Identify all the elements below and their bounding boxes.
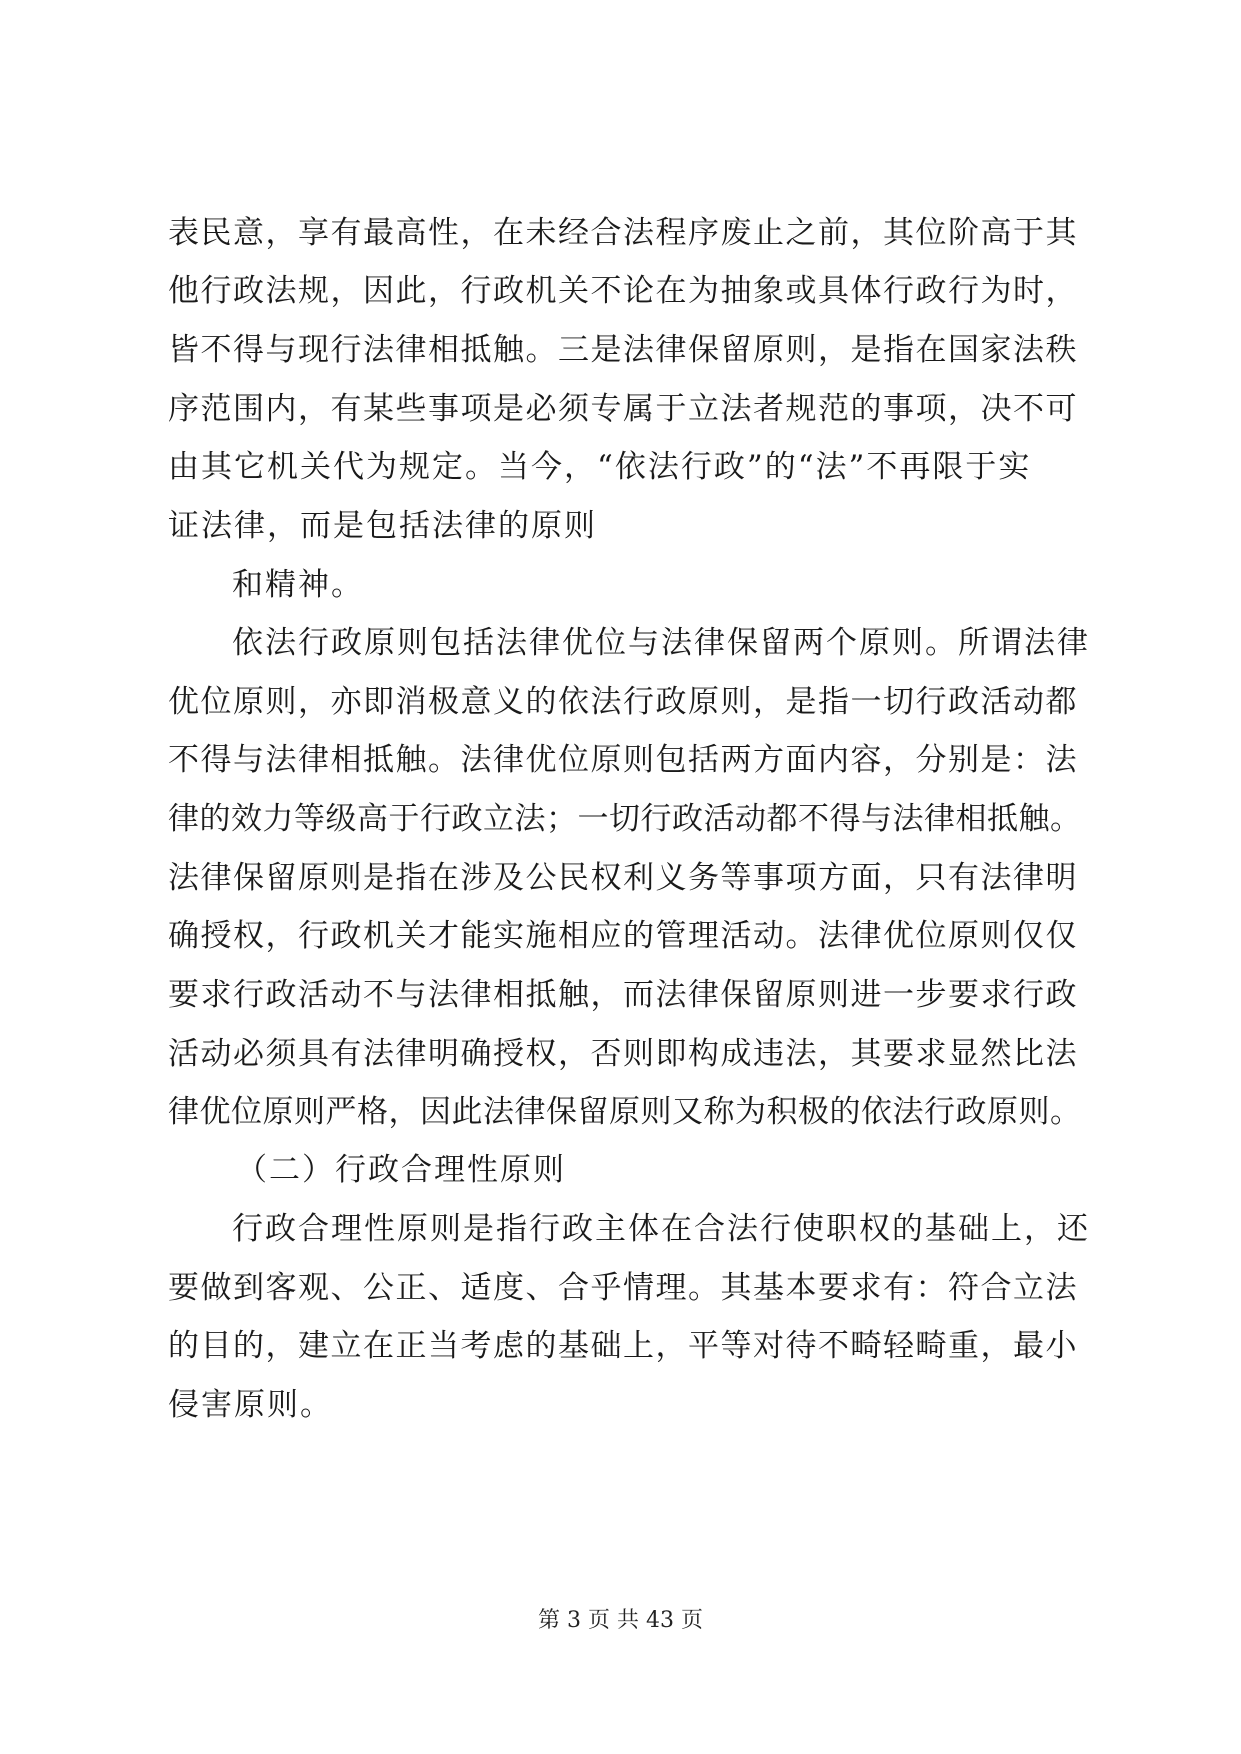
paragraph-line: 活动必须具有法律明确授权，否则即构成违法，其要求显然比法 bbox=[168, 1036, 1078, 1072]
section-heading: （二）行政合理性原则 bbox=[236, 1152, 566, 1188]
paragraph-line: 和精神。 bbox=[232, 567, 364, 603]
paragraph-line: 律的效力等级高于行政立法；一切行政活动都不得与法律相抵触。 bbox=[168, 801, 1082, 837]
paragraph-line: 律优位原则严格，因此法律保留原则又称为积极的依法行政原则。 bbox=[168, 1094, 1082, 1130]
paragraph-line: 序范围内，有某些事项是必须专属于立法者规范的事项，决不可 bbox=[168, 391, 1078, 427]
paragraph-line: 他行政法规，因此，行政机关不论在为抽象或具体行政行为时， bbox=[168, 273, 1078, 309]
paragraph-line: 法律保留原则是指在涉及公民权利义务等事项方面，只有法律明 bbox=[168, 860, 1078, 896]
paragraph-line: 优位原则，亦即消极意义的依法行政原则，是指一切行政活动都 bbox=[168, 684, 1078, 720]
paragraph-line: 的目的，建立在正当考虑的基础上，平等对待不畸轻畸重，最小 bbox=[168, 1328, 1078, 1364]
paragraph-line: 皆不得与现行法律相抵触。三是法律保留原则，是指在国家法秩 bbox=[168, 332, 1078, 368]
paragraph-line: 要求行政活动不与法律相抵触，而法律保留原则进一步要求行政 bbox=[168, 977, 1078, 1013]
paragraph-line: 侵害原则。 bbox=[168, 1387, 333, 1423]
page-number-footer: 第 3 页 共 43 页 bbox=[538, 1608, 703, 1633]
paragraph-line: 依法行政原则包括法律优位与法律保留两个原则。所谓法律 bbox=[232, 625, 1090, 661]
paragraph-line: 由其它机关代为规定。当今，“依法行政”的“法”不再限于实 bbox=[168, 449, 1032, 485]
paragraph-line: 行政合理性原则是指行政主体在合法行使职权的基础上，还 bbox=[232, 1211, 1090, 1247]
paragraph-line: 证法律，而是包括法律的原则 bbox=[168, 508, 597, 544]
paragraph-line: 确授权，行政机关才能实施相应的管理活动。法律优位原则仅仅 bbox=[168, 918, 1078, 954]
paragraph-line: 不得与法律相抵触。法律优位原则包括两方面内容，分别是：法 bbox=[168, 742, 1078, 778]
paragraph-line: 要做到客观、公正、适度、合乎情理。其基本要求有：符合立法 bbox=[168, 1270, 1078, 1306]
paragraph-line: 表民意，享有最高性，在未经合法程序废止之前，其位阶高于其 bbox=[168, 215, 1078, 251]
